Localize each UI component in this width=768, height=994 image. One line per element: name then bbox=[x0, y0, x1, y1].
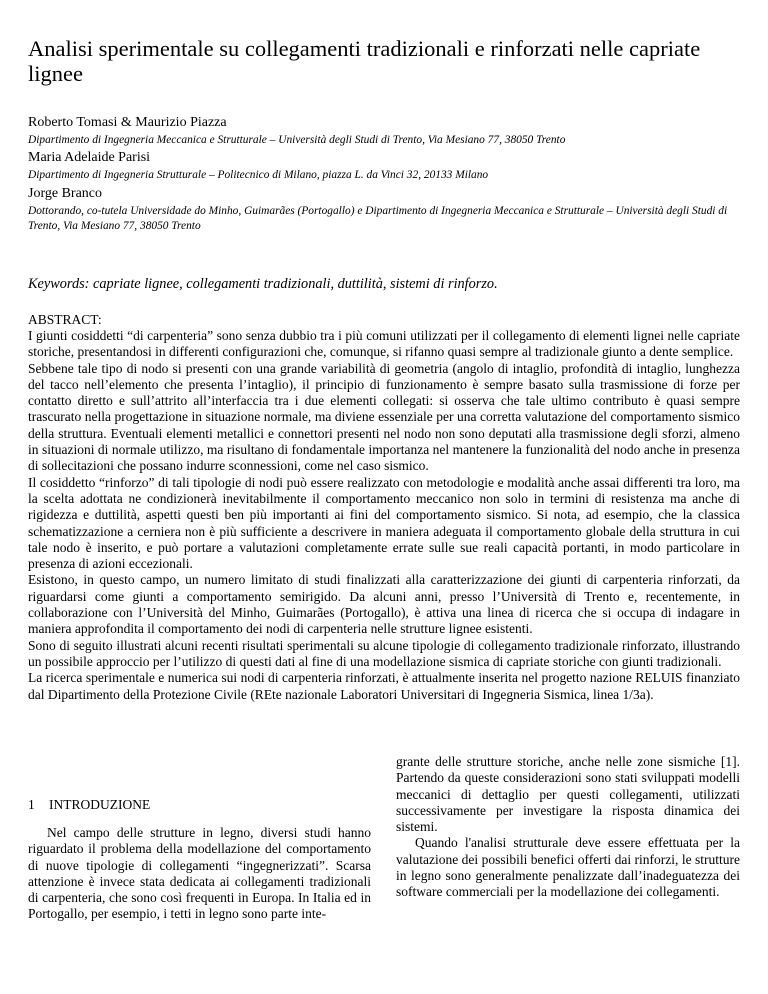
author-names-2: Maria Adelaide Parisi bbox=[28, 150, 151, 165]
intro-paragraph-right-1: grante delle strutture storiche, anche nelle zone sismiche [1]. Partendo da queste considerazioni sono stati sviluppati modelli meccanici di dettaglio per questi collegamenti, utilizzati successivamente per investigare la risposta dinamica dei sistemi. bbox=[396, 754, 740, 835]
author-names-3: Jorge Branco bbox=[28, 186, 102, 201]
intro-paragraph-right-2: Quando l'analisi strutturale deve essere effettuata per la valutazione dei possibili benefici offerti dai rinforzi, le strutture in legno sono generalmente penalizzate dall’inadeguatezza dei software commerciali per la modellazione dei collegamenti. bbox=[396, 835, 740, 900]
left-column bbox=[28, 797, 371, 923]
abstract-paragraph: I giunti cosiddetti “di carpenteria” sono senza dubbio tra i più comuni utilizzati per il collegamento di elementi lignei nelle capriate storiche, presentandosi in differenti configurazioni che, comunque, si rifanno quasi sempre al tradizionale giunto a dente semplice. bbox=[28, 328, 740, 360]
abstract-paragraph: Esistono, in questo campo, un numero limitato di studi finalizzati alla caratterizzazione dei giunti di carpenteria rinforzati, da riguardarsi come giunti a comportamento semirigido. Da alcuni anni, presso l’Università di Trento e, recentemente, in collaborazione con l’Università del Minho, Guimarães (Portogallo), è attiva una linea di ricerca che si occupa di indagare in maniera approfondita il comportamento dei nodi di carpenteria nelle strutture lignee esistenti. bbox=[28, 572, 740, 637]
intro-paragraph-left: Nel campo delle strutture in legno, diversi studi hanno riguardato il problema della modellazione del comportamento di nuove tipologie di collegamenti “ingegnerizzati”. Scarsa attenzione è invece stata dedicata ai collegamenti tradizionali di carpenteria, che sono così frequenti in Europa. In Italia ed in Portogallo, per esempio, i tetti in legno sono parte inte- bbox=[28, 825, 371, 922]
author-affiliation-1: Dipartimento di Ingegneria Meccanica e Strutturale – Università degli Studi di Trento, Via Mesiano 77, 38050 Trento bbox=[28, 134, 566, 146]
right-column bbox=[396, 754, 740, 901]
abstract-paragraph: La ricerca sperimentale e numerica sui nodi di carpenteria rinforzati, è attualmente inserita nel progetto nazione RELUIS finanziato dal Dipartimento della Protezione Civile (REte nazionale Laboratori Universitari di Ingegneria Sismica, linea 1/3a). bbox=[28, 670, 740, 702]
abstract-paragraph: Sono di seguito illustrati alcuni recenti risultati sperimentali su alcune tipologie di collegamento tradizionale rinforzato, illustrando un possibile approccio per l’utilizzo di questi dati al fine di una modellazione sismica di capriate storiche con giunti tradizionali. bbox=[28, 637, 740, 669]
section-heading bbox=[28, 797, 371, 813]
section-number: 1 bbox=[28, 797, 35, 812]
paper-title: Analisi sperimentale su collegamenti tradizionali e rinforzati nelle capriate lignee bbox=[28, 36, 701, 86]
author-affiliation-2: Dipartimento di Ingegneria Strutturale – Politecnico di Milano, piazza L. da Vinci 32, 20133 Milano bbox=[28, 169, 489, 181]
abstract-body bbox=[28, 328, 740, 703]
abstract-heading: ABSTRACT: bbox=[28, 312, 102, 327]
abstract-paragraph: Sebbene tale tipo di nodo si presenti con una grande variabilità di geometria (angolo di intaglio, profondità di intaglio, lunghezza del tacco nell’elemento che presenta l’intaglio), il principio di funzionamento è sempre basato sulla trasmissione di forze per contatto diretto e sull’attrito all’interfaccia tra i due elementi collegati: si osserva che tale ultimo contributo è quasi sempre trascurato nella progettazione in situazione normale, ma diviene essenziale per una corretta valutazione del comportamento sismico della struttura. Eventuali elementi metallici e connettori presenti nel nodo non sono deputati alla trasmissione degli sforzi, almeno in situazioni di normale utilizzo, ma risultano di fondamentale importanza nel mantenere la funzionalità del nodo anche in presenza di sollecitazioni che possano indurre sconnessioni, come nel caso sismico. bbox=[28, 360, 740, 474]
abstract-paragraph: Il cosiddetto “rinforzo” di tali tipologie di nodi può essere realizzato con metodologie e modalità anche assai differenti tra loro, ma la scelta adottata ne condizionerà inevitabilmente il comportamento meccanico non solo in termini di resistenza ma anche di rigidezza e duttilità, aspetti questi ben più importanti ai fini del comportamento sismico. Si nota, ad esempio, che la classica schematizzazione a cerniera non è più sufficiente a descrivere in maniera adeguata il comportamento globale della struttura in cui tale nodo è inserito, e può portare a valutazioni completamente errate sulle sue reali capacità portanti, in modo particolare in presenza di azioni eccezionali. bbox=[28, 474, 740, 572]
keywords: Keywords: capriate lignee, collegamenti tradizionali, duttilità, sistemi di rinforzo. bbox=[28, 276, 498, 292]
section-title: INTRODUZIONE bbox=[49, 797, 151, 812]
author-affiliation-3: Dottorando, co-tutela Universidade do Minho, Guimarães (Portogallo) e Dipartimento di Ingegneria Meccanica e Strutturale – Università degli Studi di Trento, Via Mesiano 77, 38050 Trento bbox=[28, 205, 728, 232]
author-names-1: Roberto Tomasi & Maurizio Piazza bbox=[28, 115, 227, 130]
